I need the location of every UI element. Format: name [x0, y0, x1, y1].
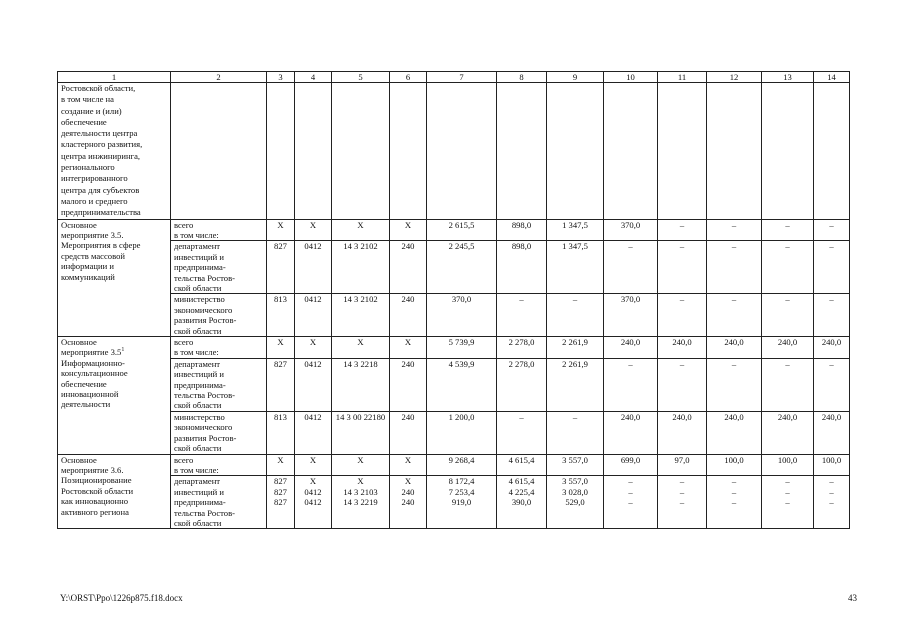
cell-line: 529,0 — [565, 497, 585, 508]
cell-line: департамент — [174, 476, 221, 487]
column-number: 9 — [547, 72, 604, 83]
cell-line: тельства Ростов- — [174, 272, 236, 283]
column-number: 4 — [295, 72, 332, 83]
column-number: 14 — [814, 72, 850, 83]
cell-line: Позиционирование — [61, 475, 132, 486]
continuation-row — [58, 83, 850, 220]
cell-line: в том числе: — [174, 229, 219, 240]
value-cell: 240,0 — [707, 411, 762, 454]
value-cell: – — [814, 219, 850, 241]
budget-table — [57, 71, 850, 529]
column-number: 5 — [332, 72, 390, 83]
executor-cell — [171, 294, 267, 337]
cell-line: кластерного развития, — [61, 139, 143, 150]
value-cell: 3 557,0 — [547, 454, 604, 476]
executor-cell — [171, 241, 267, 294]
cell-line: экономического — [174, 422, 233, 433]
cell-line: инвестиций и — [174, 251, 224, 262]
cell-line: департамент — [174, 358, 221, 369]
cell-line: информации и — [61, 261, 114, 272]
table-row — [58, 294, 850, 337]
superscript: 1 — [121, 347, 125, 354]
column-number: 8 — [497, 72, 547, 83]
value-cell: 4 615,4 — [497, 454, 547, 476]
value-cell: – — [707, 241, 762, 294]
cell-line: X — [309, 476, 317, 487]
cell-line: 240 — [401, 486, 415, 497]
cell-line: X — [357, 476, 364, 487]
value-cell: – — [658, 358, 707, 411]
value-cell: 240,0 — [814, 411, 850, 454]
cell-line: 3 028,0 — [562, 486, 588, 497]
value-cell: – — [604, 358, 658, 411]
value-cell: 240 — [390, 294, 427, 337]
cell-line: всего — [174, 337, 194, 348]
value-cell — [427, 476, 497, 529]
cell-line: – — [829, 497, 834, 508]
value-cell — [390, 476, 427, 529]
value-cell: – — [707, 358, 762, 411]
value-cell: 2 278,0 — [497, 337, 547, 359]
cell-line: предпринима- — [174, 497, 226, 508]
cell-line: министерство — [174, 294, 225, 305]
cell-line: ской области — [174, 400, 222, 411]
cell-line: Основное — [61, 219, 97, 230]
value-cell: X — [267, 337, 295, 359]
cell-line: предпринима- — [174, 262, 226, 273]
empty-cell — [497, 83, 547, 220]
value-cell: 100,0 — [814, 454, 850, 476]
value-cell: 827 — [267, 358, 295, 411]
cell-line: создание и (или) — [61, 105, 122, 116]
value-cell: X — [390, 337, 427, 359]
value-cell: 240,0 — [762, 337, 814, 359]
cell-line: 14 3 2103 — [343, 486, 378, 497]
value-cell — [332, 476, 390, 529]
cell-line: министерство — [174, 411, 225, 422]
value-cell: X — [390, 219, 427, 241]
value-cell: 100,0 — [707, 454, 762, 476]
value-cell: 240,0 — [604, 411, 658, 454]
empty-cell — [427, 83, 497, 220]
cell-line: обеспечение — [61, 116, 107, 127]
value-cell: 240,0 — [604, 337, 658, 359]
value-cell: X — [267, 454, 295, 476]
value-cell: – — [762, 241, 814, 294]
cell-line: в том числе на — [61, 94, 114, 105]
cell-line: Ростовской области — [61, 485, 134, 496]
cell-line: мероприятие $3.5^1$ — [61, 347, 125, 358]
cell-line: предпринима- — [174, 379, 226, 390]
cell-line: – — [679, 476, 685, 487]
value-cell: – — [707, 294, 762, 337]
cell-line: ской области — [174, 517, 222, 528]
cell-line: 3 557,0 — [562, 476, 588, 487]
cell-line: консультационное — [61, 368, 128, 379]
cell-line: всего — [174, 454, 194, 465]
value-cell: – — [814, 241, 850, 294]
activity-name-cell — [58, 219, 171, 336]
cell-line: мероприятие 3.6. — [61, 464, 124, 475]
value-cell: – — [658, 241, 707, 294]
column-number: 11 — [658, 72, 707, 83]
cell-line: в том числе: — [174, 464, 219, 475]
cell-line: интегрированного — [61, 173, 128, 184]
cell-line: тельства Ростов- — [174, 390, 236, 401]
table-row — [58, 454, 850, 476]
cell-line: как инновационно — [61, 496, 129, 507]
value-cell: 0412 — [295, 358, 332, 411]
table-row — [58, 411, 850, 454]
value-cell: 14 3 2218 — [332, 358, 390, 411]
value-cell — [658, 476, 707, 529]
cell-line: ской области — [174, 325, 222, 336]
executor-cell — [171, 358, 267, 411]
cell-line: Основное — [61, 454, 97, 465]
table-row — [58, 358, 850, 411]
cell-line: обеспечение — [61, 378, 107, 389]
value-cell: 14 3 00 22180 — [332, 411, 390, 454]
value-cell: 1 200,0 — [427, 411, 497, 454]
column-number: 2 — [171, 72, 267, 83]
value-cell: – — [814, 294, 850, 337]
value-cell — [497, 476, 547, 529]
cell-line: 8 172,4 — [448, 476, 475, 487]
value-cell: 898,0 — [497, 219, 547, 241]
footer-page-number: 43 — [848, 593, 857, 603]
value-cell — [814, 476, 850, 529]
value-cell: X — [332, 337, 390, 359]
cell-line: деятельности центра — [61, 128, 138, 139]
cell-line: – — [679, 486, 685, 497]
value-cell — [547, 476, 604, 529]
cell-line: Ростовской области, — [61, 83, 136, 93]
value-cell: 827 — [267, 241, 295, 294]
cell-line: Основное — [61, 337, 97, 348]
value-cell: – — [762, 358, 814, 411]
value-cell: 9 268,4 — [427, 454, 497, 476]
table-row — [58, 337, 850, 359]
value-cell — [762, 476, 814, 529]
cell-line: Информационно- — [61, 357, 125, 368]
empty-cell — [604, 83, 658, 220]
cell-line: малого и среднего — [61, 195, 128, 206]
column-number: 1 — [58, 72, 171, 83]
cell-line: X — [404, 476, 412, 487]
executor-cell — [171, 476, 267, 529]
value-cell: X — [267, 219, 295, 241]
cell-line: – — [731, 497, 737, 508]
value-cell: 4 539,9 — [427, 358, 497, 411]
value-cell: 240,0 — [658, 411, 707, 454]
value-cell: 2 261,9 — [547, 337, 604, 359]
cell-line: – — [628, 497, 633, 508]
value-cell: 240 — [390, 241, 427, 294]
value-cell: 14 3 2102 — [332, 294, 390, 337]
value-cell — [295, 476, 332, 529]
cell-line: средств массовой — [61, 250, 125, 261]
cell-line: тельства Ростов- — [174, 507, 236, 518]
cell-line: ской области — [174, 283, 222, 293]
activity-name-cell — [58, 337, 171, 454]
cell-line: 240 — [401, 497, 415, 508]
value-cell: X — [295, 219, 332, 241]
value-cell: 813 — [267, 294, 295, 337]
cell-line: – — [829, 476, 834, 487]
cell-line: экономического — [174, 304, 233, 315]
value-cell: – — [497, 294, 547, 337]
value-cell: X — [332, 454, 390, 476]
value-cell: X — [295, 337, 332, 359]
empty-cell — [390, 83, 427, 220]
value-cell: 0412 — [295, 241, 332, 294]
column-number: 7 — [427, 72, 497, 83]
activity-name-cell — [58, 83, 171, 220]
value-cell: 2 245,5 — [427, 241, 497, 294]
value-cell: 0412 — [295, 411, 332, 454]
value-cell: 370,0 — [427, 294, 497, 337]
empty-cell — [707, 83, 762, 220]
value-cell: – — [707, 219, 762, 241]
value-cell: 2 278,0 — [497, 358, 547, 411]
value-cell: 898,0 — [497, 241, 547, 294]
cell-line: 919,0 — [451, 497, 472, 508]
header-row — [58, 72, 850, 83]
cell-line: Мероприятия в сфере — [61, 240, 141, 251]
value-cell: – — [497, 411, 547, 454]
cell-line: деятельности — [61, 399, 111, 410]
cell-line: 827 — [274, 497, 287, 508]
cell-line: инновационной — [61, 389, 119, 400]
value-cell: 2 615,5 — [427, 219, 497, 241]
column-number: 3 — [267, 72, 295, 83]
value-cell — [267, 476, 295, 529]
column-number: 12 — [707, 72, 762, 83]
value-cell: – — [762, 294, 814, 337]
cell-line: 4 615,4 — [508, 476, 535, 487]
executor-cell — [171, 219, 267, 241]
value-cell: 1 347,5 — [547, 241, 604, 294]
table-row — [58, 476, 850, 529]
value-cell: 0412 — [295, 294, 332, 337]
empty-cell — [267, 83, 295, 220]
cell-line: предпринимательства — [61, 207, 141, 218]
footer-file-path: Y:\ORST\Ppo\1226p875.f18.docx — [60, 593, 183, 603]
cell-line: активного региона — [61, 506, 129, 517]
cell-line: развития Ростов- — [174, 315, 237, 326]
executor-cell — [171, 337, 267, 359]
table-row — [58, 241, 850, 294]
column-number: 6 — [390, 72, 427, 83]
value-cell: X — [332, 219, 390, 241]
cell-line: – — [785, 497, 790, 508]
value-cell: 240,0 — [814, 337, 850, 359]
value-cell: 370,0 — [604, 294, 658, 337]
cell-line: в том числе: — [174, 347, 219, 358]
value-cell: 240,0 — [658, 337, 707, 359]
value-cell: – — [658, 219, 707, 241]
value-cell: – — [547, 411, 604, 454]
cell-line: ской области — [174, 443, 222, 454]
value-cell: 2 261,9 — [547, 358, 604, 411]
empty-cell — [658, 83, 707, 220]
cell-line: 4 225,4 — [508, 486, 535, 497]
cell-line: – — [731, 486, 737, 497]
cell-line: департамент — [174, 241, 221, 252]
cell-line: – — [731, 476, 737, 487]
cell-line: 827 — [274, 486, 287, 497]
value-cell: – — [604, 241, 658, 294]
empty-cell — [547, 83, 604, 220]
value-cell: 240,0 — [707, 337, 762, 359]
value-cell: X — [390, 454, 427, 476]
cell-line: – — [628, 476, 633, 487]
value-cell: 97,0 — [658, 454, 707, 476]
activity-name-cell — [58, 454, 171, 529]
cell-line: коммуникаций — [61, 271, 115, 282]
value-cell — [604, 476, 658, 529]
cell-line: регионального — [61, 162, 115, 173]
cell-line: 14 3 2219 — [343, 497, 378, 508]
cell-line: 7 253,4 — [448, 486, 475, 497]
cell-line: – — [679, 497, 685, 508]
empty-cell — [332, 83, 390, 220]
cell-line: инвестиций и — [174, 486, 224, 497]
value-cell: 100,0 — [762, 454, 814, 476]
value-cell: 240 — [390, 411, 427, 454]
cell-line: 0412 — [304, 497, 322, 508]
column-number: 13 — [762, 72, 814, 83]
value-cell: 1 347,5 — [547, 219, 604, 241]
cell-line: – — [829, 486, 834, 497]
value-cell: – — [762, 219, 814, 241]
cell-line: мероприятие 3.5. — [61, 229, 124, 240]
value-cell: – — [814, 358, 850, 411]
value-cell — [707, 476, 762, 529]
cell-line: центра инжиниринга, — [61, 150, 141, 161]
value-cell: – — [658, 294, 707, 337]
empty-cell — [171, 83, 267, 220]
value-cell: 5 739,9 — [427, 337, 497, 359]
cell-line: – — [785, 476, 790, 487]
cell-line: – — [628, 486, 633, 497]
value-cell: – — [547, 294, 604, 337]
table-row — [58, 219, 850, 241]
empty-cell — [762, 83, 814, 220]
cell-line: – — [785, 486, 790, 497]
value-cell: 240,0 — [762, 411, 814, 454]
cell-line: всего — [174, 219, 194, 230]
cell-line: центра для субъектов — [61, 184, 140, 195]
value-cell: 240 — [390, 358, 427, 411]
cell-line: инвестиций и — [174, 369, 224, 380]
executor-cell — [171, 454, 267, 476]
cell-line: 0412 — [304, 486, 322, 497]
column-number: 10 — [604, 72, 658, 83]
value-cell: 813 — [267, 411, 295, 454]
cell-line: развития Ростов- — [174, 432, 237, 443]
empty-cell — [814, 83, 850, 220]
executor-cell — [171, 411, 267, 454]
value-cell: 699,0 — [604, 454, 658, 476]
value-cell: 14 3 2102 — [332, 241, 390, 294]
value-cell: X — [295, 454, 332, 476]
cell-line: 390,0 — [511, 497, 532, 508]
empty-cell — [295, 83, 332, 220]
cell-line: 827 — [274, 476, 287, 487]
value-cell: 370,0 — [604, 219, 658, 241]
